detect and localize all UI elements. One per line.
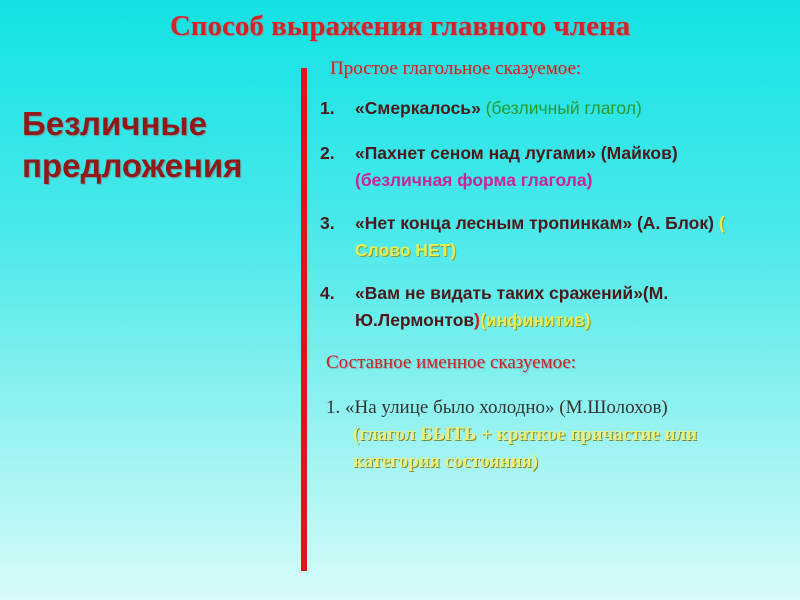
item-note: (безличный глагол) xyxy=(480,98,642,118)
list-item xyxy=(318,95,778,122)
item-text xyxy=(355,140,778,194)
item-number: 3. xyxy=(320,213,335,233)
item-note: (инфинитив) xyxy=(479,310,591,330)
item-paren: ) xyxy=(474,310,480,330)
item-note: (безличная форма глагола) xyxy=(355,170,593,190)
item-quote: «Пахнет сеном над лугами» (Майков) xyxy=(355,143,678,163)
item-text xyxy=(355,210,778,264)
simple-predicate-heading: Простое глагольное сказуемое: xyxy=(330,58,582,79)
item-number: 2. xyxy=(320,143,335,163)
sentence-type-heading: Безличные предложения xyxy=(22,105,243,184)
item-text xyxy=(355,280,778,334)
item-quote: «Смеркалось» xyxy=(355,98,481,118)
list-item xyxy=(318,210,778,264)
list-item xyxy=(318,280,778,334)
item-number: 1. xyxy=(320,98,335,118)
item-note: (глагол БЫТЬ + краткое причастие или категория состояния) xyxy=(353,424,698,472)
list-item xyxy=(326,394,786,475)
vertical-divider xyxy=(301,68,307,571)
item-note: ( Слово НЕТ) xyxy=(355,213,725,260)
item-text xyxy=(355,95,778,122)
list-item xyxy=(318,140,778,194)
item-text: 1. «На улице было холодно» (М.Шолохов) xyxy=(326,397,668,418)
item-quote: «Нет конца лесным тропинкам» (А. Блок) xyxy=(355,213,714,233)
item-number: 4. xyxy=(320,283,335,303)
slide-title: Способ выражения главного члена xyxy=(169,10,631,42)
item-quote: «Вам не видать таких сражений»(М. Ю.Лермонтов xyxy=(355,283,669,330)
compound-predicate-heading: Составное именное сказуемое: xyxy=(326,352,577,373)
